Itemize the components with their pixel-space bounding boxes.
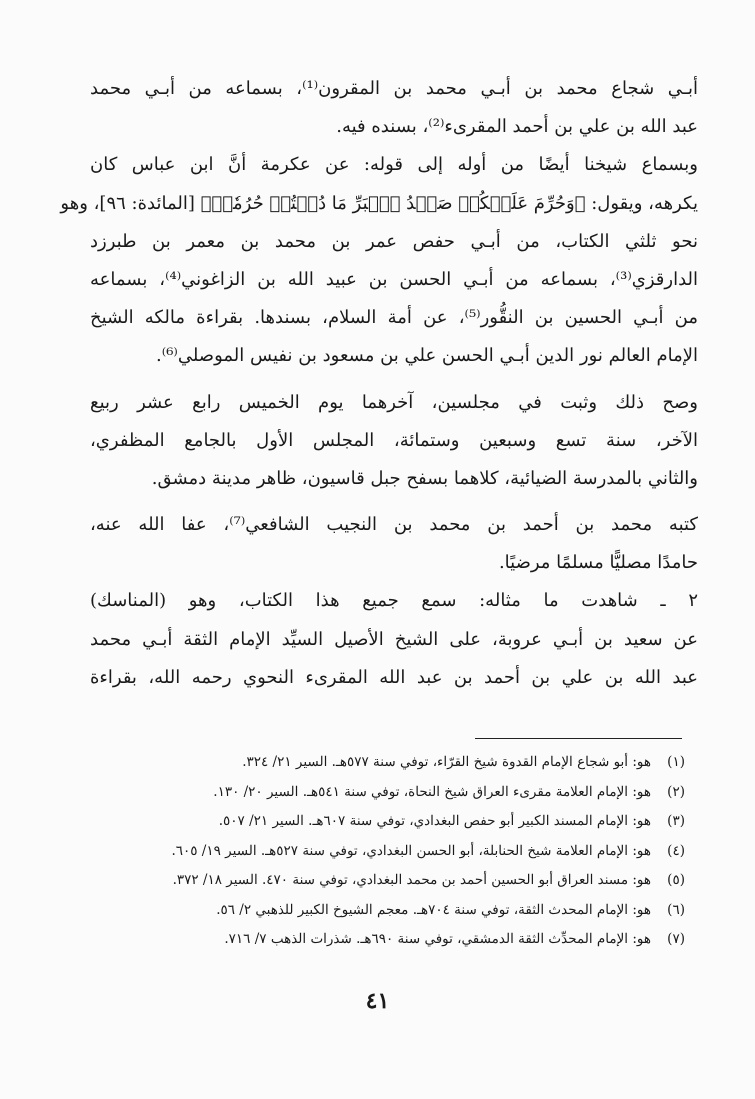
page-number: ٤١ xyxy=(365,988,390,1014)
footnote-item xyxy=(100,748,685,778)
text-line: الإمام العالم نور الدين أبـي الحسن علي بن مسعود بن نفيس الموصلي⁽⁶⁾. xyxy=(156,345,698,367)
footnote-number: (٣) xyxy=(667,813,685,829)
footnote-number: (٤) xyxy=(667,842,685,859)
text-line: حامدًا مصليًّا مسلمًا مرضيًا. xyxy=(498,552,698,574)
text-line: أبـي شجاع محمد بن أبـي محمد بن المقرون⁽¹⁾، بسماعه من أبـي محمد xyxy=(90,78,699,99)
footnote-item xyxy=(100,925,685,955)
footnote-item xyxy=(100,896,685,926)
text-line: يكرهه، ويقول: ﴿وَحُرِّمَ عَلَيۡكُمۡ صَيۡدُ ٱلۡبَرِّ مَا دُمۡتُمۡ حُرُمٗاۗ﴾ [المائدة: ٩٦]، وهو xyxy=(60,192,698,214)
footnote-text: هو: الإمام المحدِّث الثقة الدمشقي، توفي سنة ٦٩٠هـ. شذرات الذهب ٧/ ٧١٦. xyxy=(224,931,651,947)
text-line: ٢ ـ شاهدت ما مثاله: سمع جميع هذا الكتاب، وهو (المناسك) xyxy=(90,590,698,612)
footnote-number: (٦) xyxy=(667,901,685,918)
footnote-item xyxy=(100,807,685,837)
footnote-text: هو: الإمام العلامة مقرىء العراق شيخ النحاة، توفي سنة ٥٤١هـ. السير ٢٠/ ١٣٠. xyxy=(213,783,651,800)
text-line: وبسماع شيخنا أيضًا من أوله إلى قوله: عن عكرمة أنَّ ابن عباس كان xyxy=(90,154,698,176)
footnote-item xyxy=(100,866,685,896)
footnote-item xyxy=(100,837,685,867)
footnote-text: هو: الإمام المسند الكبير أبو حفص البغدادي، توفي سنة ٦٠٧هـ. السير ٢١/ ٥٠٧. xyxy=(218,813,651,829)
footnote-text: هو: أبو شجاع الإمام القدوة شيخ القرّاء، توفي سنة ٥٧٧هـ. السير ٢١/ ٣٢٤. xyxy=(242,754,651,770)
text-line: والثاني بالمدرسة الضيائية، كلاهما بسفح جبل قاسيون، ظاهر مدينة دمشق. xyxy=(151,467,698,489)
footnote-text: هو: الإمام المحدث الثقة، توفي سنة ٧٠٤هـ. معجم الشيوخ الكبير للذهبي ٢/ ٥٦. xyxy=(216,901,651,918)
text-line: الآخر، سنة تسع وسبعين وستمائة، المجلس الأول بالجامع المظفري، xyxy=(90,429,698,451)
footnote-number: (١) xyxy=(667,754,685,770)
text-line: نحو ثلثي الكتاب، من أبـي حفص عمر بن محمد بن معمر بن طبرزد xyxy=(90,230,698,252)
footnote-text: هو: الإمام العلامة شيخ الحنابلة، أبو الحسن البغدادي، توفي سنة ٥٢٧هـ. السير ١٩/ ٦٠٥. xyxy=(171,842,651,859)
footnote-item xyxy=(100,778,685,808)
footnote-number: (٥) xyxy=(667,872,685,888)
text-line: عبد الله بن علي بن أحمد المقرىء⁽²⁾، بسنده فيه. xyxy=(336,116,698,138)
text-line: من أبـي الحسين بن النقُّور⁽⁵⁾، عن أمة السلام، بسندها. بقراءة مالكه الشيخ xyxy=(90,307,698,329)
footnotes xyxy=(100,748,685,955)
footnote-number: (٢) xyxy=(667,783,685,800)
text-line: عن سعيد بن أبـي عروبة، على الشيخ الأصيل السيِّد الإمام الثقة أبـي محمد xyxy=(90,628,698,650)
text-line: وصح ذلك وثبت في مجلسين، آخرهما يوم الخميس رابع عشر ربيع xyxy=(90,391,698,413)
footnote-number: (٧) xyxy=(667,931,685,947)
text-line: الدارقزي⁽³⁾، بسماعه من أبـي الحسن بن عبيد الله بن الزاغوني⁽⁴⁾، بسماعه xyxy=(90,268,699,290)
text-line: عبد الله بن علي بن أحمد بن عبد الله المقرىء النحوي رحمه الله، بقراءة xyxy=(90,666,698,688)
text-line: كتبه محمد بن أحمد بن محمد بن النجيب الشافعي⁽⁷⁾، عفا الله عنه، xyxy=(90,514,698,536)
footnote-separator xyxy=(475,738,682,739)
footnote-text: هو: مسند العراق أبو الحسين أحمد بن محمد البغدادي، توفي سنة ٤٧٠. السير ١٨/ ٣٧٢. xyxy=(172,872,651,888)
main-text xyxy=(60,70,699,697)
